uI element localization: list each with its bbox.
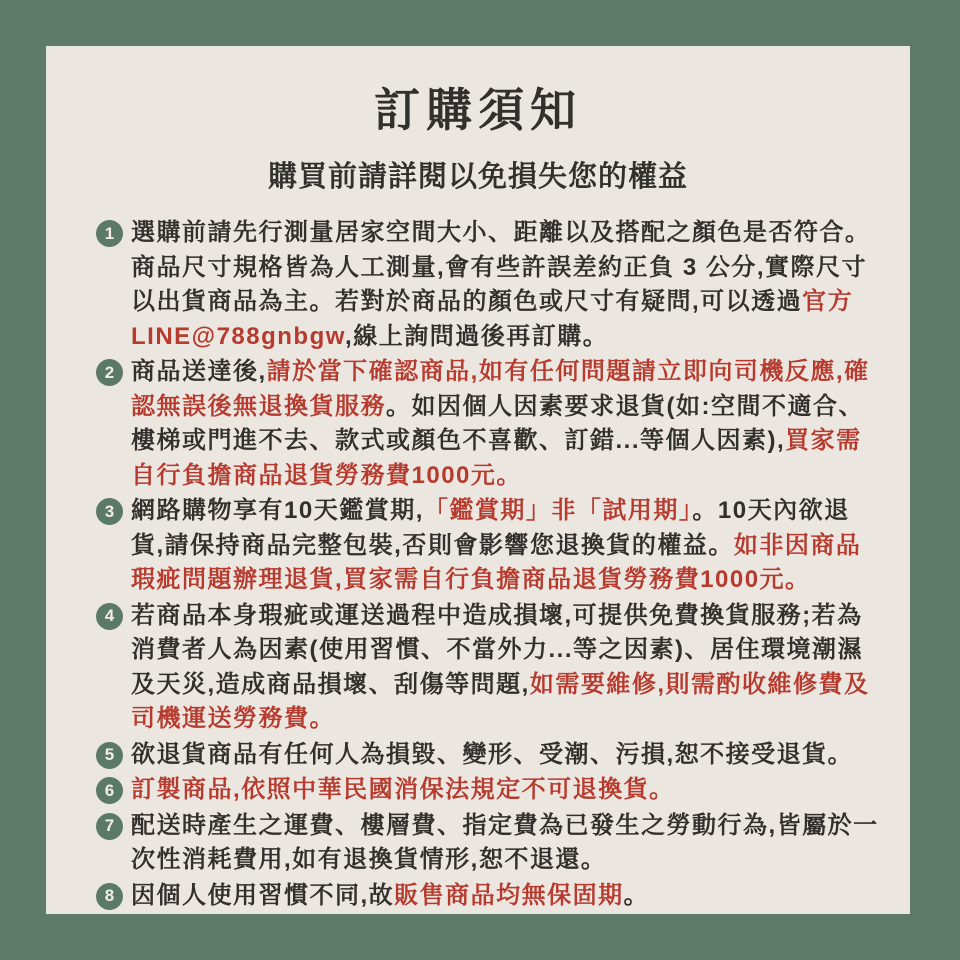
notice-number-badge: 5 [96,742,123,769]
notice-item [96,809,882,878]
notice-item [96,355,882,493]
notice-text-normal: 商品送達後, [131,358,267,385]
notice-text-normal: 。10天內欲退貨,請保持商品完整包裝,否則會影響您退換貨的權益。 [131,497,850,559]
notice-text-emphasis: 官方LINE@788gnbgw [131,288,854,350]
notice-text-emphasis: 販售商品均無保固期 [394,881,624,909]
notice-text [131,216,881,354]
notice-number-badge: 7 [96,813,123,840]
notice-item [96,216,882,354]
notice-number-badge: 6 [96,777,123,804]
notice-text-normal: 。如因個人因素要求退貨(如:空間不適合、樓梯或門進不去、款式或顏色不喜歡、訂錯...等個人因素), [131,392,864,454]
notice-text-normal: 。 [623,881,650,909]
notice-text [131,599,881,737]
notice-list [96,216,882,913]
notice-text [131,355,881,493]
notice-text-normal: 欲退貨商品有任何人為損毀、變形、受潮、污損,恕不接受退貨。 [131,740,854,768]
notice-text-emphasis: 買家需自行負擔商品退貨勞務費1000元。 [131,427,862,489]
notice-item [96,599,882,737]
notice-number-badge: 2 [96,359,123,386]
notice-text-normal: 配送時產生之運費、樓層費、指定費為已發生之勞動行為,皆屬於一次性消耗費用,如有退換貨情形,恕不退還。 [131,811,879,873]
notice-item [96,494,882,598]
notice-number-badge: 8 [96,883,123,910]
notice-text-emphasis: 請於當下確認商品,如有任何問題請立即向司機反應,確認無誤後無退換貨服務 [131,358,870,420]
notice-text-normal: ,線上詢問過後再訂購。 [345,322,609,350]
notice-text [131,738,881,773]
notice-text-normal: 因個人使用習慣不同,故 [131,881,395,909]
notice-item [96,879,882,914]
page-title: 訂購須知 [374,84,582,136]
notice-text-emphasis: 如非因商品瑕疵問題辦理退貨,買家需自行負擔商品退貨勞務費1000元。 [131,531,862,593]
notice-number-badge: 3 [96,498,123,525]
notice-text-emphasis: 「鑑賞期」非「試用期」 [423,497,693,524]
notice-text [131,879,881,914]
notice-text-normal: 網路購物享有10天鑑賞期, [131,497,424,524]
notice-panel [46,46,910,914]
page-subtitle: 購買前請詳閱以免損失您的權益 [267,161,688,193]
notice-text-emphasis: 如需要維修,則需酌收維修費及司機運送勞務費。 [131,670,870,732]
notice-text [131,773,881,808]
notice-number-badge: 4 [96,603,123,630]
notice-text-normal: 若商品本身瑕疵或運送過程中造成損壞,可提供免費換貨服務;若為消費者人為因素(使用習慣、不當外力...等之因素)、居住環境潮濕及天災,造成商品損壞、刮傷等問題, [131,601,863,698]
notice-text [131,809,881,878]
notice-item [96,738,882,773]
notice-text-normal: 選購前請先行測量居家空間大小、距離以及搭配之顏色是否符合。商品尺寸規格皆為人工測量,會有些許誤差約正負 3 公分,實際尺寸以出貨商品為主。若對於商品的顏色或尺寸有疑問,可以透過 [131,219,871,315]
notice-item [96,773,882,808]
notice-text-emphasis: 訂製商品,依照中華民國消保法規定不可退換貨。 [131,776,675,803]
notice-text [131,494,881,598]
notice-number-badge: 1 [96,220,123,247]
